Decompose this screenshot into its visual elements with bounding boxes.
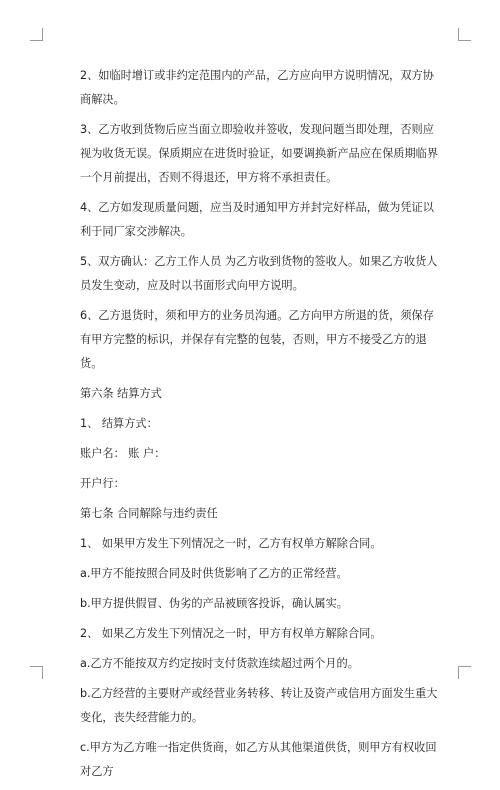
settlement-method-line: 1、 结算方式： bbox=[80, 417, 158, 430]
termination-item-2c: c.甲方为乙方唯一指定供货商，如乙方从其他渠道供货，则甲方有权收回对乙方 bbox=[80, 741, 437, 778]
termination-item-1b: b.甲方提供假冒、伪劣的产品被顾客投诉，确认属实。 bbox=[80, 597, 348, 610]
termination-item-2b: b.乙方经营的主要财产或经营业务转移、转让及资产或信用方面发生重大变化，丧失经营能力的。 bbox=[80, 687, 438, 724]
document-body bbox=[80, 64, 440, 790]
clause-3-paragraph: 3、乙方收到货物后应当面立即验收并签收，发现问题当即处理，否则应视为收货无误。保质期应在进货时验证，如要调换新产品应在保质期临界一个月前提出，否则不得退还，甲方将不承担责任。 bbox=[80, 123, 439, 184]
crop-mark-bottom-right bbox=[458, 666, 471, 679]
termination-clause-2: 2、 如果乙方发生下列情况之一时，甲方有权单方解除合同。 bbox=[80, 627, 382, 640]
clause-6-paragraph: 6、乙方退货时，须和甲方的业务员沟通。乙方向甲方所退的货，须保存有甲方完整的标识，并保存有完整的包装，否则，甲方不接受乙方的退货。 bbox=[80, 309, 434, 370]
section-6-heading: 第六条 结算方式 bbox=[80, 387, 162, 400]
clause-5-paragraph: 5、双方确认：乙方工作人员 为乙方收到货物的签收人。如果乙方收货人员发生变动，应及时以书面形式向甲方说明。 bbox=[80, 255, 438, 292]
section-7-heading: 第七条 合同解除与违约责任 bbox=[80, 507, 218, 520]
clause-4-paragraph: 4、乙方如发现质量问题，应当及时通知甲方并封完好样品，做为凭证以利于同厂家交涉解决。 bbox=[80, 201, 434, 238]
crop-mark-top-right bbox=[458, 28, 471, 41]
crop-mark-top-left bbox=[30, 28, 43, 41]
termination-clause-1: 1、 如果甲方发生下列情况之一时，乙方有权单方解除合同。 bbox=[80, 537, 382, 550]
crop-mark-bottom-left bbox=[30, 666, 43, 679]
bank-line: 开户行： bbox=[80, 477, 125, 490]
clause-2-paragraph: 2、如临时增订或非约定范围内的产品，乙方应向甲方说明情况，双方协商解决。 bbox=[80, 69, 434, 106]
account-name-line: 账户名： 账 户： bbox=[80, 447, 166, 460]
termination-item-2a: a.乙方不能按双方约定按时支付货款连续超过两个月的。 bbox=[80, 657, 359, 670]
termination-item-1a: a.甲方不能按照合同及时供货影响了乙方的正常经营。 bbox=[80, 567, 348, 580]
